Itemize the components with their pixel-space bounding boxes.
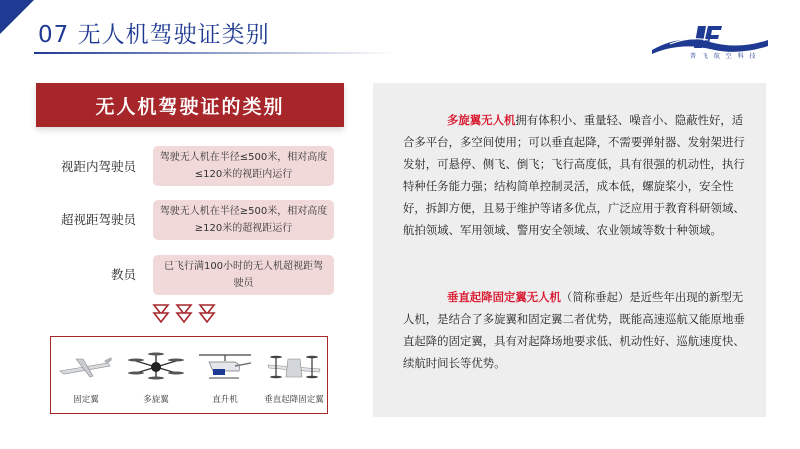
title-underline: [34, 52, 394, 54]
down-arrows-icon: [150, 303, 220, 325]
text-multirotor: 拥有体积小、重量轻、噪音小、隐蔽性好，适合多平台，多空间使用；可以垂直起降，不需要弹射器、发射架进行发射，可悬停、侧飞、倒飞；飞行高度低，具有很强的机动性，执行特种任务能力强；结构简单控制灵活，成本低，螺旋桨小，安全性好，拆卸方便，且易于维护等诸多优点，广泛应用于教育科研领域、航拍领域、军用领域、警用安全领域、农业领域等数十种领域。: [403, 113, 745, 237]
license-banner-title: 无人机驾驶证的类别: [95, 96, 285, 118]
highlight-vtol: 垂直起降固定翼无人机: [447, 290, 561, 304]
row-label-vlos-pilot: 视距内驾驶员: [60, 159, 136, 174]
paragraph-vtol: [403, 286, 751, 374]
row-label-bvlos-pilot: 超视距驾驶员: [60, 212, 136, 227]
drone-label-helicopter: 直升机: [212, 395, 238, 405]
row-desc-bvlos-pilot: 驾驶无人机在半径≥500米，相对高度≥120米的超视距运行: [153, 200, 334, 240]
fixed-wing-icon: [56, 347, 116, 387]
company-logo-text: 普 飞 航 空 科 技: [690, 53, 758, 60]
description-panel: [373, 83, 766, 417]
drone-fixed-wing: [53, 343, 119, 409]
drone-label-vtol: 垂直起降固定翼: [264, 395, 324, 405]
drone-multirotor: [123, 343, 189, 409]
drone-vtol: [261, 343, 327, 409]
text-vtol: （简称垂起）是近些年出现的新型无人机，是结合了多旋翼和固定翼二者优势，既能高速巡航又能原地垂直起降的固定翼，具有对起降场地要求低、机动性好、巡航速度快、续航时间长等优势。: [403, 290, 745, 370]
row-desc-instructor: 已飞行满100小时的无人机超视距驾驶员: [153, 255, 334, 295]
row-label-instructor: 教员: [110, 267, 136, 282]
license-banner: [36, 83, 344, 127]
drone-helicopter: [192, 343, 258, 409]
license-categories-panel: [36, 83, 344, 423]
row-desc-vlos-pilot: 驾驶无人机在半径≤500米，相对高度≤120米的视距内运行: [153, 146, 334, 186]
corner-accent: [0, 0, 34, 34]
highlight-multirotor: 多旋翼无人机: [447, 113, 516, 127]
drone-label-multirotor: 多旋翼: [143, 395, 169, 405]
helicopter-icon: [195, 347, 255, 387]
drone-types-box: [50, 336, 328, 414]
paragraph-multirotor: [403, 109, 751, 241]
multirotor-icon: [126, 347, 186, 387]
page-title: 07 无人机驾驶证类别: [38, 22, 270, 48]
vtol-fixed-wing-icon: [264, 347, 324, 387]
drone-label-fixed-wing: 固定翼: [73, 395, 99, 405]
